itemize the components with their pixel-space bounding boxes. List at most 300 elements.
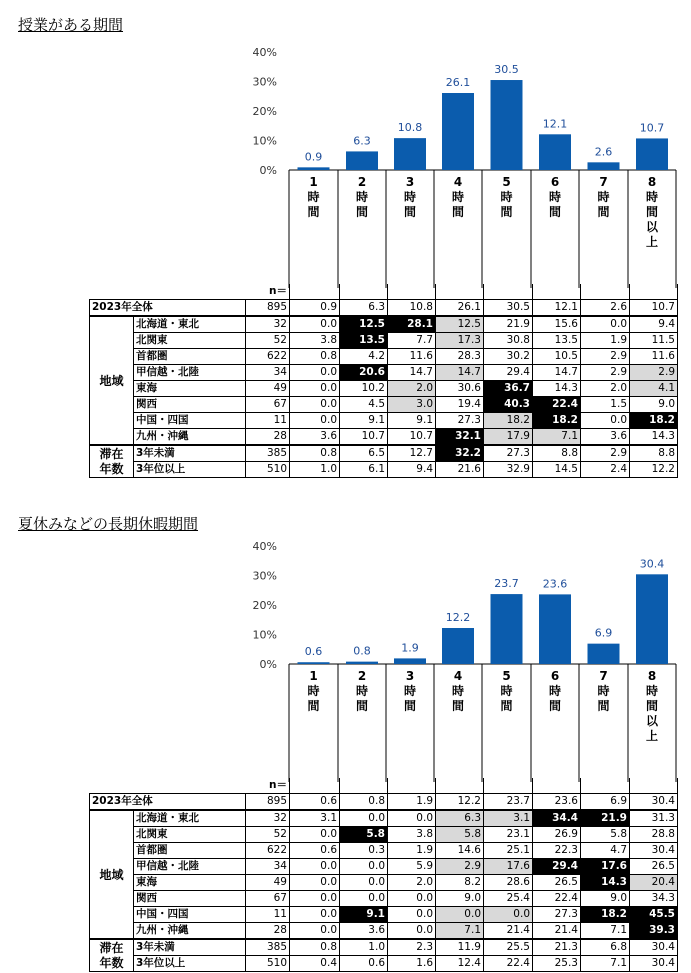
row-n: 385: [246, 445, 290, 462]
table-cell: 2.9: [630, 365, 678, 381]
row-label: 関西: [134, 891, 246, 907]
row-label: 東海: [134, 381, 246, 397]
table-cell: 10.7: [388, 429, 436, 446]
table-cell: 21.6: [436, 462, 484, 478]
table-row: [90, 875, 678, 891]
table-cell: 17.3: [436, 333, 484, 349]
bar: [588, 644, 620, 664]
blank-cell: [436, 284, 484, 300]
table-row: [90, 445, 678, 462]
blank-cell: [533, 284, 581, 300]
table-cell: 11.5: [630, 333, 678, 349]
table-cell: 23.1: [484, 827, 533, 843]
row-n: 510: [246, 956, 290, 972]
row-label: 北関東: [134, 827, 246, 843]
table-cell: 5.8: [436, 827, 484, 843]
table-cell: 20.6: [340, 365, 388, 381]
row-n: 49: [246, 381, 290, 397]
bar: [636, 138, 668, 170]
table-cell: 32.1: [436, 429, 484, 446]
row-label: 関西: [134, 397, 246, 413]
data-label: 12.2: [445, 611, 471, 625]
data-label: 10.7: [639, 121, 665, 135]
table-cell: 9.1: [388, 413, 436, 429]
row-label: 中国・四国: [134, 413, 246, 429]
table-cell: 30.8: [484, 333, 533, 349]
table-cell: 12.4: [436, 956, 484, 972]
row-label: 北海道・東北: [134, 810, 246, 827]
table-cell: 30.6: [436, 381, 484, 397]
bar: [491, 80, 523, 170]
table-cell: 6.3: [436, 810, 484, 827]
table-cell: 0.0: [436, 907, 484, 923]
table-cell: 28.8: [630, 827, 678, 843]
table-cell: 14.5: [533, 462, 581, 478]
table-cell: 25.3: [533, 956, 581, 972]
bar: [491, 594, 523, 664]
row-n: 67: [246, 891, 290, 907]
x-tick-label: 7 時間: [597, 669, 610, 713]
table-cell: 17.9: [484, 429, 533, 446]
blank-cell: [436, 778, 484, 794]
table-cell: 31.3: [630, 810, 678, 827]
row-label: 中国・四国: [134, 907, 246, 923]
table-cell: 2.9: [581, 365, 630, 381]
data-label: 26.1: [445, 76, 471, 90]
bar: [442, 93, 474, 170]
table-row: [90, 956, 678, 972]
table-cell: 17.6: [581, 859, 630, 875]
data-label: 6.3: [353, 134, 371, 148]
table-cell: 0.0: [340, 891, 388, 907]
table-cell: 17.6: [484, 859, 533, 875]
table-cell: 0.8: [290, 349, 340, 365]
x-tick-label: 4 時間: [451, 175, 465, 219]
table-cell: 34.3: [630, 891, 678, 907]
group-label-line: 滞在: [99, 446, 124, 461]
table-cell: 2.6: [581, 300, 630, 317]
table-row: [90, 891, 678, 907]
table-cell: 9.1: [340, 413, 388, 429]
table-cell: 27.3: [533, 907, 581, 923]
table-cell: 7.1: [581, 923, 630, 940]
data-label: 12.1: [542, 117, 568, 131]
blank-cell: [388, 778, 436, 794]
table-cell: 4.7: [581, 843, 630, 859]
table-cell: 0.0: [581, 413, 630, 429]
data-table: [89, 778, 678, 972]
table-cell: 0.0: [290, 365, 340, 381]
table-cell: 0.0: [290, 381, 340, 397]
row-label: 2023年全体: [90, 794, 246, 811]
table-row-total: [90, 794, 678, 811]
table-cell: 20.4: [630, 875, 678, 891]
bar: [298, 167, 330, 170]
table-row: [90, 923, 678, 940]
table-row: [90, 365, 678, 381]
x-tick-label: 4 時間: [451, 669, 465, 713]
blank-cell: [290, 284, 340, 300]
table-cell: 13.5: [340, 333, 388, 349]
table-cell: 0.0: [388, 810, 436, 827]
table-cell: 36.7: [484, 381, 533, 397]
table-cell: 7.1: [533, 429, 581, 446]
table-cell: 12.5: [340, 316, 388, 333]
bar: [539, 134, 571, 170]
table-cell: 2.9: [581, 445, 630, 462]
table-cell: 0.8: [340, 794, 388, 811]
table-cell: 0.0: [290, 875, 340, 891]
table-cell: 2.3: [388, 939, 436, 956]
table-cell: 13.5: [533, 333, 581, 349]
row-n: 895: [246, 794, 290, 811]
table-row: [90, 413, 678, 429]
bar: [442, 628, 474, 664]
table-cell: 4.1: [630, 381, 678, 397]
table-cell: 34.4: [533, 810, 581, 827]
table-row: [90, 859, 678, 875]
section-title: 授業がある期間: [18, 16, 124, 34]
row-label: 2023年全体: [90, 300, 246, 317]
y-tick-label: 30%: [252, 75, 277, 89]
table-cell: 19.4: [436, 397, 484, 413]
table-cell: 7.1: [581, 956, 630, 972]
row-n: 11: [246, 413, 290, 429]
table-cell: 6.9: [581, 794, 630, 811]
table-cell: 10.7: [340, 429, 388, 446]
bar-chart: [0, 0, 691, 300]
table-cell: 0.6: [290, 794, 340, 811]
table-cell: 10.7: [630, 300, 678, 317]
table-cell: 0.0: [290, 907, 340, 923]
table-cell: 0.0: [290, 923, 340, 940]
data-label: 1.9: [401, 641, 419, 655]
table-cell: 3.8: [290, 333, 340, 349]
table-cell: 0.0: [290, 827, 340, 843]
x-tick-label: 8 時間以上: [645, 175, 659, 249]
table-cell: 26.9: [533, 827, 581, 843]
table-cell: 9.0: [630, 397, 678, 413]
table-cell: 0.0: [388, 907, 436, 923]
table-cell: 1.9: [388, 843, 436, 859]
row-n: 510: [246, 462, 290, 478]
blank-cell: [630, 284, 678, 300]
data-label: 6.9: [594, 626, 613, 640]
table-cell: 8.8: [630, 445, 678, 462]
table-cell: 2.4: [581, 462, 630, 478]
row-label: 九州・沖縄: [134, 429, 246, 446]
row-n: 385: [246, 939, 290, 956]
row-label: 東海: [134, 875, 246, 891]
n-header: n＝: [269, 779, 287, 792]
y-tick-label: 0%: [259, 658, 277, 671]
y-tick-label: 20%: [252, 105, 277, 118]
row-n: 28: [246, 429, 290, 446]
table-cell: 18.2: [630, 413, 678, 429]
table-row: [90, 349, 678, 365]
row-label: 首都圏: [134, 349, 246, 365]
table-cell: 28.3: [436, 349, 484, 365]
x-tick-label: 7 時間: [597, 175, 610, 219]
y-tick-label: 0%: [259, 164, 277, 177]
table-cell: 10.5: [533, 349, 581, 365]
table-cell: 14.6: [436, 843, 484, 859]
data-label: 30.5: [494, 63, 519, 77]
x-tick-label: 5 時間: [500, 669, 513, 713]
table-cell: 28.6: [484, 875, 533, 891]
table-cell: 12.5: [436, 316, 484, 333]
table-cell: 45.5: [630, 907, 678, 923]
table-cell: 25.1: [484, 843, 533, 859]
table-cell: 0.0: [388, 891, 436, 907]
table-row: [90, 843, 678, 859]
table-cell: 40.3: [484, 397, 533, 413]
group-label-line: 年数: [99, 461, 124, 476]
table-cell: 21.9: [484, 316, 533, 333]
row-n: 622: [246, 843, 290, 859]
table-cell: 30.4: [630, 956, 678, 972]
table-row: [90, 939, 678, 956]
bar: [346, 151, 378, 170]
row-n: 49: [246, 875, 290, 891]
row-n: 34: [246, 859, 290, 875]
table-cell: 28.1: [388, 316, 436, 333]
table-cell: 3.0: [388, 397, 436, 413]
bar: [636, 574, 668, 664]
table-cell: 23.7: [484, 794, 533, 811]
row-label: 首都圏: [134, 843, 246, 859]
table-cell: 29.4: [484, 365, 533, 381]
blank-cell: [340, 778, 388, 794]
row-label: 3年位以上: [134, 462, 246, 478]
table-cell: 30.4: [630, 794, 678, 811]
x-tick-label: 6 時間: [548, 669, 562, 713]
table-row: [90, 429, 678, 446]
row-label: 3年未満: [134, 939, 246, 956]
table-cell: 0.0: [388, 923, 436, 940]
table-cell: 11.6: [630, 349, 678, 365]
blank-cell: [388, 284, 436, 300]
group-label-line: 年数: [99, 955, 124, 970]
table-row: [90, 333, 678, 349]
table-cell: 1.6: [388, 956, 436, 972]
table-cell: 2.9: [581, 349, 630, 365]
data-label: 10.8: [397, 121, 423, 135]
table-cell: 1.0: [340, 939, 388, 956]
table-cell: 3.1: [290, 810, 340, 827]
table-cell: 3.6: [290, 429, 340, 446]
table-row: [90, 397, 678, 413]
table-cell: 10.8: [388, 300, 436, 317]
x-tick-label: 3 時間: [403, 669, 417, 713]
table-cell: 14.7: [436, 365, 484, 381]
table-cell: 0.8: [290, 445, 340, 462]
row-n: 52: [246, 827, 290, 843]
data-label: 23.7: [494, 577, 519, 591]
table-cell: 2.0: [388, 381, 436, 397]
table-cell: 0.8: [290, 939, 340, 956]
y-tick-label: 40%: [252, 540, 277, 553]
table-cell: 7.1: [436, 923, 484, 940]
table-cell: 6.8: [581, 939, 630, 956]
bar: [394, 138, 426, 170]
table-cell: 1.9: [388, 794, 436, 811]
blank-cell: [581, 778, 630, 794]
table-cell: 9.1: [340, 907, 388, 923]
table-cell: 30.4: [630, 843, 678, 859]
table-cell: 9.4: [388, 462, 436, 478]
table-header-row: [90, 778, 678, 794]
table-cell: 32.2: [436, 445, 484, 462]
table-cell: 26.5: [533, 875, 581, 891]
table-cell: 0.0: [340, 875, 388, 891]
y-tick-label: 10%: [252, 134, 277, 148]
table-cell: 12.2: [630, 462, 678, 478]
row-n: 52: [246, 333, 290, 349]
x-tick-label: 6 時間: [548, 175, 562, 219]
table-cell: 4.2: [340, 349, 388, 365]
row-n: 32: [246, 316, 290, 333]
table-cell: 0.0: [484, 907, 533, 923]
table-cell: 0.6: [340, 956, 388, 972]
table-cell: 1.0: [290, 462, 340, 478]
table-cell: 0.0: [340, 859, 388, 875]
blank-cell: [90, 284, 246, 300]
table-cell: 5.8: [581, 827, 630, 843]
table-cell: 0.9: [290, 300, 340, 317]
table-row: [90, 462, 678, 478]
row-label: 3年位以上: [134, 956, 246, 972]
table-cell: 21.4: [533, 923, 581, 940]
bar: [588, 162, 620, 170]
table-cell: 11.9: [436, 939, 484, 956]
table-cell: 25.4: [484, 891, 533, 907]
table-cell: 3.6: [340, 923, 388, 940]
x-tick-label: 1 時間: [307, 175, 320, 219]
table-cell: 21.4: [484, 923, 533, 940]
row-n: 32: [246, 810, 290, 827]
y-tick-label: 20%: [252, 599, 277, 612]
table-cell: 21.3: [533, 939, 581, 956]
table-cell: 9.0: [581, 891, 630, 907]
table-cell: 6.3: [340, 300, 388, 317]
data-label: 0.6: [304, 645, 323, 659]
table-cell: 5.8: [340, 827, 388, 843]
table-cell: 9.4: [630, 316, 678, 333]
table-cell: 0.0: [581, 316, 630, 333]
group-label: [90, 445, 134, 478]
table-cell: 21.9: [581, 810, 630, 827]
group-label: 地域: [90, 316, 134, 445]
table-row: [90, 316, 678, 333]
table-cell: 18.2: [533, 413, 581, 429]
table-cell: 3.1: [484, 810, 533, 827]
table-cell: 30.5: [484, 300, 533, 317]
table-cell: 3.6: [581, 429, 630, 446]
row-n: 67: [246, 397, 290, 413]
x-tick-label: 1 時間: [307, 669, 320, 713]
table-cell: 22.4: [533, 397, 581, 413]
row-label: 九州・沖縄: [134, 923, 246, 940]
table-cell: 22.3: [533, 843, 581, 859]
data-label: 0.8: [353, 644, 371, 658]
blank-cell: [290, 778, 340, 794]
group-label-line: 滞在: [99, 940, 124, 955]
n-header: n＝: [269, 285, 287, 298]
row-n: 34: [246, 365, 290, 381]
group-label: 地域: [90, 810, 134, 939]
table-cell: 11.6: [388, 349, 436, 365]
table-cell: 0.0: [290, 859, 340, 875]
table-cell: 26.5: [630, 859, 678, 875]
table-cell: 6.5: [340, 445, 388, 462]
table-cell: 12.7: [388, 445, 436, 462]
table-cell: 2.0: [388, 875, 436, 891]
table-cell: 0.0: [290, 891, 340, 907]
table-cell: 0.4: [290, 956, 340, 972]
row-label: 甲信越・北陸: [134, 859, 246, 875]
data-label: 0.9: [304, 150, 323, 164]
row-n: 11: [246, 907, 290, 923]
table-cell: 0.0: [290, 413, 340, 429]
data-label: 2.6: [594, 145, 613, 159]
table-cell: 0.6: [290, 843, 340, 859]
blank-cell: [533, 778, 581, 794]
blank-cell: [630, 778, 678, 794]
table-cell: 7.7: [388, 333, 436, 349]
row-label: 甲信越・北陸: [134, 365, 246, 381]
table-row: [90, 827, 678, 843]
bar: [539, 594, 571, 664]
table-cell: 22.4: [484, 956, 533, 972]
y-tick-label: 30%: [252, 569, 277, 583]
y-tick-label: 10%: [252, 628, 277, 642]
table-cell: 14.3: [533, 381, 581, 397]
data-label: 23.6: [542, 577, 568, 591]
table-cell: 14.7: [533, 365, 581, 381]
table-cell: 5.9: [388, 859, 436, 875]
table-cell: 2.9: [436, 859, 484, 875]
table-cell: 22.4: [533, 891, 581, 907]
data-label: 30.4: [639, 557, 665, 571]
row-n: 28: [246, 923, 290, 940]
table-cell: 30.4: [630, 939, 678, 956]
blank-cell: [484, 284, 533, 300]
table-row: [90, 381, 678, 397]
table-cell: 0.0: [290, 316, 340, 333]
row-n: 622: [246, 349, 290, 365]
table-cell: 8.2: [436, 875, 484, 891]
row-label: 3年未満: [134, 445, 246, 462]
table-cell: 9.0: [436, 891, 484, 907]
blank-cell: [90, 778, 246, 794]
table-cell: 6.1: [340, 462, 388, 478]
table-cell: 4.5: [340, 397, 388, 413]
group-label: [90, 939, 134, 972]
table-cell: 12.2: [436, 794, 484, 811]
data-table: [89, 284, 678, 478]
x-tick-label: 5 時間: [500, 175, 513, 219]
table-cell: 29.4: [533, 859, 581, 875]
table-cell: 14.3: [630, 429, 678, 446]
table-cell: 0.0: [340, 810, 388, 827]
x-tick-label: 2 時間: [355, 175, 369, 219]
table-cell: 26.1: [436, 300, 484, 317]
table-cell: 0.0: [290, 397, 340, 413]
table-cell: 10.2: [340, 381, 388, 397]
bar-chart: [0, 494, 691, 794]
table-cell: 32.9: [484, 462, 533, 478]
